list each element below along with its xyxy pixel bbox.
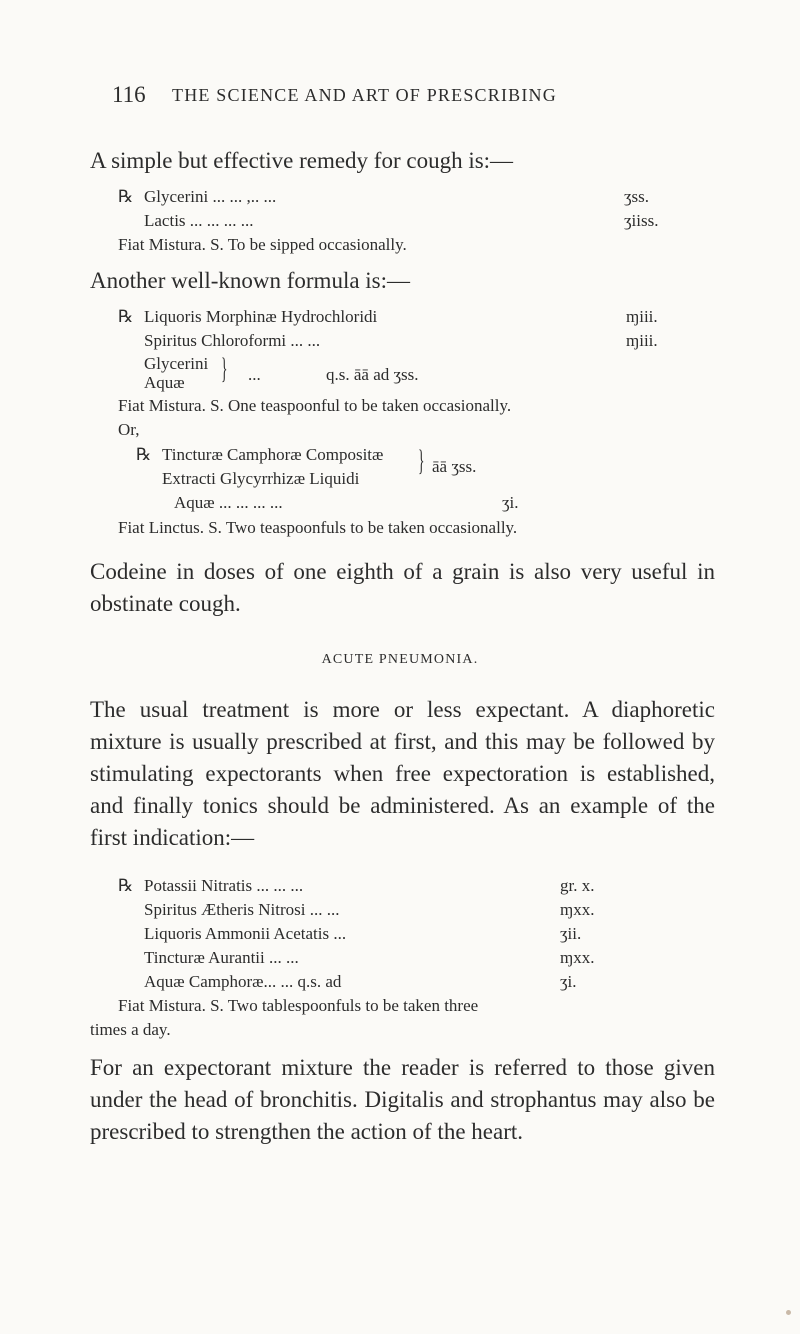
rx2-symbol: ℞	[118, 307, 134, 326]
rx2-line-name: Spiritus Chloroformi ... ...	[144, 331, 321, 350]
page-number: 116	[112, 82, 146, 107]
bracket-glyph: }	[418, 444, 425, 477]
rx2-line-dose: ɱiii.	[626, 307, 658, 326]
bracket-glyph: }	[221, 352, 228, 385]
rx4-line-name: Aquæ Camphoræ... ... q.s. ad	[144, 972, 342, 991]
rx4-line-name: Tincturæ Aurantii ... ...	[144, 948, 299, 967]
rx4-directions: Fiat Mistura. S. Two tablespoonfuls to be taken three	[118, 996, 479, 1015]
speck-mark	[786, 1310, 791, 1315]
rx4-line-name: Liquoris Ammonii Acetatis ...	[144, 924, 347, 943]
cough-intro: A simple but effective remedy for cough is:—	[90, 148, 514, 173]
rx4-line-dose: ʒii.	[560, 924, 582, 943]
rx2-line-dose: q.s. āā ad ʒss.	[326, 365, 419, 384]
rx2-line-name: Liquoris Morphinæ Hydrochloridi	[144, 307, 378, 326]
rx4-line-dose: ɱxx.	[560, 900, 595, 919]
rx3-line-name: Extracti Glycyrrhizæ Liquidi	[162, 469, 360, 488]
rx2-dots: ...	[248, 365, 261, 384]
codeine-paragraph: Codeine in doses of one eighth of a grain is also very useful in obstinate cough.	[90, 559, 715, 616]
rx2-directions: Fiat Mistura. S. One teaspoonful to be taken occasionally.	[118, 396, 512, 415]
rx2-line-name: Aquæ	[144, 373, 185, 392]
rx4-symbol: ℞	[118, 876, 134, 895]
rx3-line-dose: āā ʒss.	[432, 457, 477, 476]
rx3-symbol: ℞	[136, 445, 152, 464]
rx1-directions: Fiat Mistura. S. To be sipped occasionally.	[118, 235, 407, 254]
or-label: Or,	[118, 420, 140, 439]
rx4-line-name: Spiritus Ætheris Nitrosi ... ...	[144, 900, 340, 919]
rx1-line-dose: ʒss.	[624, 187, 650, 206]
rx1-line-name: Glycerini ... ... ,.. ...	[144, 187, 277, 206]
rx4-directions: times a day.	[90, 1020, 171, 1039]
rx3-line-name: Tincturæ Camphoræ Compositæ	[162, 445, 384, 464]
rx4-line-dose: ʒi.	[560, 972, 577, 991]
rx4-line-name: Potassii Nitratis ... ... ...	[144, 876, 304, 895]
running-title: THE SCIENCE AND ART OF PRESCRIBING	[172, 85, 557, 105]
rx1-line-name: Lactis ... ... ... ...	[144, 211, 254, 230]
rx2-line-name: Glycerini	[144, 354, 209, 373]
rx1-symbol: ℞	[118, 187, 134, 206]
closing-paragraph: For an expectorant mixture the reader is referred to those given under the head of bronchitis. Digitalis and strophantus may also be prescribed to strengthen the action of the heart.	[90, 1055, 715, 1144]
rx1-line-dose: ʒiiss.	[624, 211, 659, 230]
section-title: ACUTE PNEUMONIA.	[321, 652, 479, 667]
rx4-line-dose: ɱxx.	[560, 948, 595, 967]
rx2-line-dose: ɱiii.	[626, 331, 658, 350]
pneumonia-paragraph: The usual treatment is more or less expectant. A diaphoretic mixture is usually prescribed at first, and this may be followed by stimulating expectorants when free expectoration is established, and finally tonics should be administered. As an example of the first indication:—	[90, 697, 715, 850]
rx3-line-name: Aquæ ... ... ... ...	[174, 493, 283, 512]
another-intro: Another well-known formula is:—	[90, 268, 411, 293]
rx3-line-dose: ʒi.	[502, 493, 519, 512]
rx4-line-dose: gr. x.	[560, 876, 595, 895]
rx3-directions: Fiat Linctus. S. Two teaspoonfuls to be taken occasionally.	[118, 518, 518, 537]
